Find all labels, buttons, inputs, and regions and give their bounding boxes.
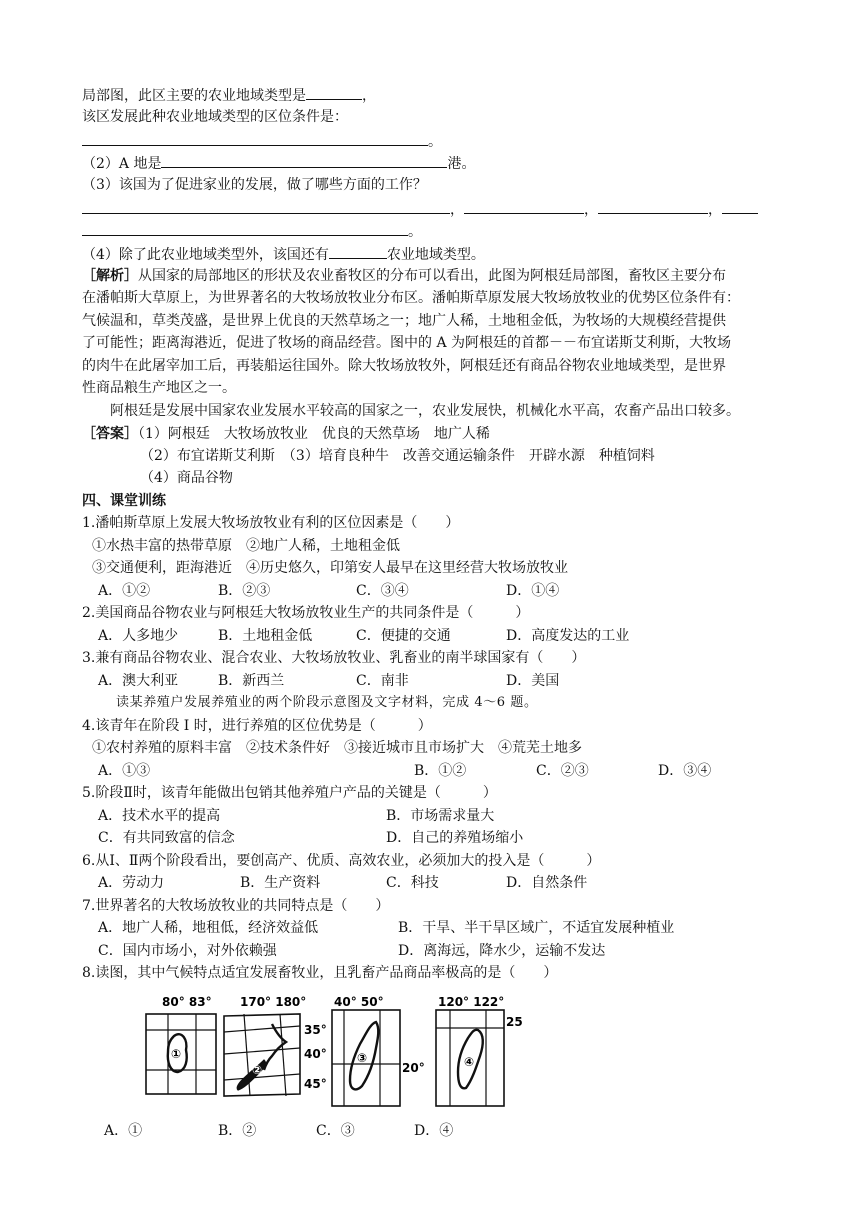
answer-blank[interactable]	[306, 84, 362, 100]
answer-label: ［答案］	[82, 426, 138, 442]
option-8d[interactable]: D．④	[414, 1123, 454, 1139]
question-line-5: （3）该国为了促进家业的发展，做了哪些方面的工作？	[82, 177, 427, 193]
question-line-8: （4）除了此农业地域类型外，该国还有 农业地域类型。	[82, 243, 485, 265]
option-2d[interactable]: D．高度发达的工业	[506, 628, 630, 644]
option-3a[interactable]: A．澳大利亚	[98, 673, 179, 689]
option-6b[interactable]: B．生产资料	[240, 875, 321, 891]
map-2-lat-40: 40°	[304, 1047, 327, 1061]
question-line-6: ， ， ，	[82, 198, 758, 220]
map-2-number: ②	[252, 1063, 263, 1077]
option-8b[interactable]: B．②	[218, 1123, 257, 1139]
option-7c[interactable]: C．国内市场小，对外依赖强	[98, 943, 277, 959]
option-4c[interactable]: C．②③	[536, 763, 589, 779]
option-5a[interactable]: A．技术水平的提高	[98, 808, 221, 824]
map-2	[224, 995, 327, 1096]
map-4	[436, 995, 523, 1106]
question-2: 2.美国商品谷物农业与阿根廷大牧场放牧业生产的共同条件是（ ）	[82, 605, 530, 621]
option-7a[interactable]: A．地广人稀，地租低，经济效益低	[98, 920, 319, 936]
question-3: 3.兼有商品谷物农业、混合农业、大牧场放牧业、乳畜业的南半球国家有（ ）	[82, 650, 586, 666]
question-1-statement-1: ①水热丰富的热带草原 ②地广人稀，土地租金低	[92, 538, 400, 554]
map-2-lat-45: 45°	[304, 1077, 327, 1091]
option-6d[interactable]: D．自然条件	[506, 875, 588, 891]
map-1-longitudes: 80° 83°	[162, 995, 212, 1009]
option-1a[interactable]: A．①②	[98, 583, 151, 599]
map-3-lat-20: 20°	[402, 1061, 425, 1075]
option-3c[interactable]: C．南非	[356, 673, 409, 689]
question-1: 1.潘帕斯草原上发展大牧场放牧业有利的区位因素是（ ）	[82, 515, 460, 531]
analysis-line-2: 在潘帕斯大草原上，为世界著名的大牧场放牧业分布区。潘帕斯草原发展大牧场放牧业的优势区位条件有：	[82, 290, 740, 306]
option-7b[interactable]: B．干旱、半干旱区域广，不适宜发展种植业	[398, 920, 675, 936]
question-line-2: 该区发展此种农业地域类型的区位条件是：	[82, 109, 348, 125]
option-4a[interactable]: A．①③	[98, 763, 151, 779]
analysis-line-5: 的肉牛在此屠宰加工后，再装船运往国外。除大牧场放牧外，阿根廷还有商品谷物农业地域类型，是世界	[82, 358, 726, 374]
answer-blank[interactable]	[82, 220, 408, 236]
option-5b[interactable]: B．市场需求量大	[386, 808, 495, 824]
section-title: 四、课堂训练	[82, 493, 166, 509]
question-4-statements: ①农村养殖的原料丰富 ②技术条件好 ③接近城市且市场扩大 ④荒芜土地多	[92, 740, 582, 756]
question-5: 5.阶段Ⅱ时，该青年能做出包销其他养殖户产品的关键是（ ）	[82, 785, 497, 801]
analysis-label: ［解析］	[82, 268, 138, 284]
analysis-line-6: 性商品粮生产地区之一。	[82, 380, 236, 396]
map-3	[332, 995, 425, 1106]
map-3-number: ③	[357, 1051, 368, 1065]
answer-blank[interactable]	[82, 198, 450, 214]
island-maps-figure	[140, 994, 560, 1124]
answer-line-3: （4）商品谷物	[140, 470, 233, 486]
map-4-number: ④	[464, 1055, 475, 1069]
option-3b[interactable]: B．新西兰	[218, 673, 285, 689]
option-1b[interactable]: B．②③	[218, 583, 271, 599]
answer-blank[interactable]	[464, 198, 584, 214]
map-4-longitudes: 120° 122°	[438, 995, 505, 1009]
option-4b[interactable]: B．①②	[414, 763, 467, 779]
question-1-statement-2: ③交通便利，距海港近 ④历史悠久，印第安人最早在这里经营大牧场放牧业	[92, 560, 568, 576]
map-2-lat-35: 35°	[304, 1023, 327, 1037]
question-6: 6.从Ⅰ、Ⅱ两个阶段看出，要创高产、优质、高效农业，必须加大的投入是（ ）	[82, 853, 601, 869]
answer-line-2: （2）布宜诺斯艾利斯 （3）培育良种牛 改善交通运输条件 开辟水源 种植饲料	[140, 448, 655, 464]
map-4-lat-25: 25	[506, 1015, 523, 1029]
option-2c[interactable]: C．便捷的交通	[356, 628, 451, 644]
question-line-1: 局部图，此区主要的农业地域类型是 ，	[82, 84, 376, 106]
answer-blank[interactable]	[722, 198, 758, 214]
map-1	[146, 995, 216, 1094]
option-1c[interactable]: C．③④	[356, 583, 409, 599]
analysis-line-7: 阿根廷是发展中国家农业发展水平较高的国家之一，农业发展快，机械化水平高，农畜产品出口较多。	[110, 403, 740, 419]
option-6c[interactable]: C．科技	[386, 875, 439, 891]
answer-line-1: ［答案］（1）阿根廷 大牧场放牧业 优良的天然草场 地广人稀	[82, 426, 490, 442]
question-line-4: （2）A 地是 港。	[82, 152, 475, 174]
option-5d[interactable]: D．自己的养殖场缩小	[386, 830, 524, 846]
option-8c[interactable]: C．③	[316, 1123, 355, 1139]
option-2b[interactable]: B．土地租金低	[218, 628, 313, 644]
question-4: 4.该青年在阶段 I 时，进行养殖的区位优势是（ ）	[82, 718, 432, 734]
option-2a[interactable]: A．人多地少	[98, 628, 179, 644]
answer-blank[interactable]	[161, 152, 447, 168]
answer-blank[interactable]	[82, 130, 428, 146]
option-1d[interactable]: D．①④	[506, 583, 560, 599]
option-8a[interactable]: A．①	[104, 1123, 143, 1139]
answer-blank[interactable]	[329, 243, 387, 259]
answer-blank[interactable]	[598, 198, 708, 214]
option-5c[interactable]: C．有共同致富的信念	[98, 830, 235, 846]
reading-intro: 读某养殖户发展养殖业的两个阶段示意图及文字材料，完成 4～6 题。	[116, 695, 538, 710]
option-7d[interactable]: D．离海远，降水少，运输不发达	[398, 943, 606, 959]
map-2-longitudes: 170° 180°	[240, 995, 307, 1009]
question-8: 8.读图，其中气候特点适宜发展畜牧业，且乳畜产品商品率极高的是（ ）	[82, 965, 558, 981]
question-line-3: 。	[82, 130, 442, 152]
question-line-7: 。	[82, 220, 422, 242]
analysis-line-1: ［解析］从国家的局部地区的形状及农业畜牧区的分布可以看出，此图为阿根廷局部图，畜牧区主要分布	[82, 268, 726, 284]
question-7: 7.世界著名的大牧场放牧业的共同特点是（ ）	[82, 898, 390, 914]
analysis-line-4: 了可能性；距离海港近，促进了牧场的商品经营。图中的 A 为阿根廷的首都－－布宜诺斯艾利斯，大牧场	[82, 335, 732, 351]
option-4d[interactable]: D．③④	[658, 763, 712, 779]
map-3-longitudes: 40° 50°	[334, 995, 384, 1009]
map-1-number: ①	[171, 1047, 182, 1061]
analysis-line-3: 气候温和，草类茂盛，是世界上优良的天然草场之一；地广人稀，土地租金低，为牧场的大规模经营提供	[82, 313, 726, 329]
option-6a[interactable]: A．劳动力	[98, 875, 165, 891]
option-3d[interactable]: D．美国	[506, 673, 560, 689]
